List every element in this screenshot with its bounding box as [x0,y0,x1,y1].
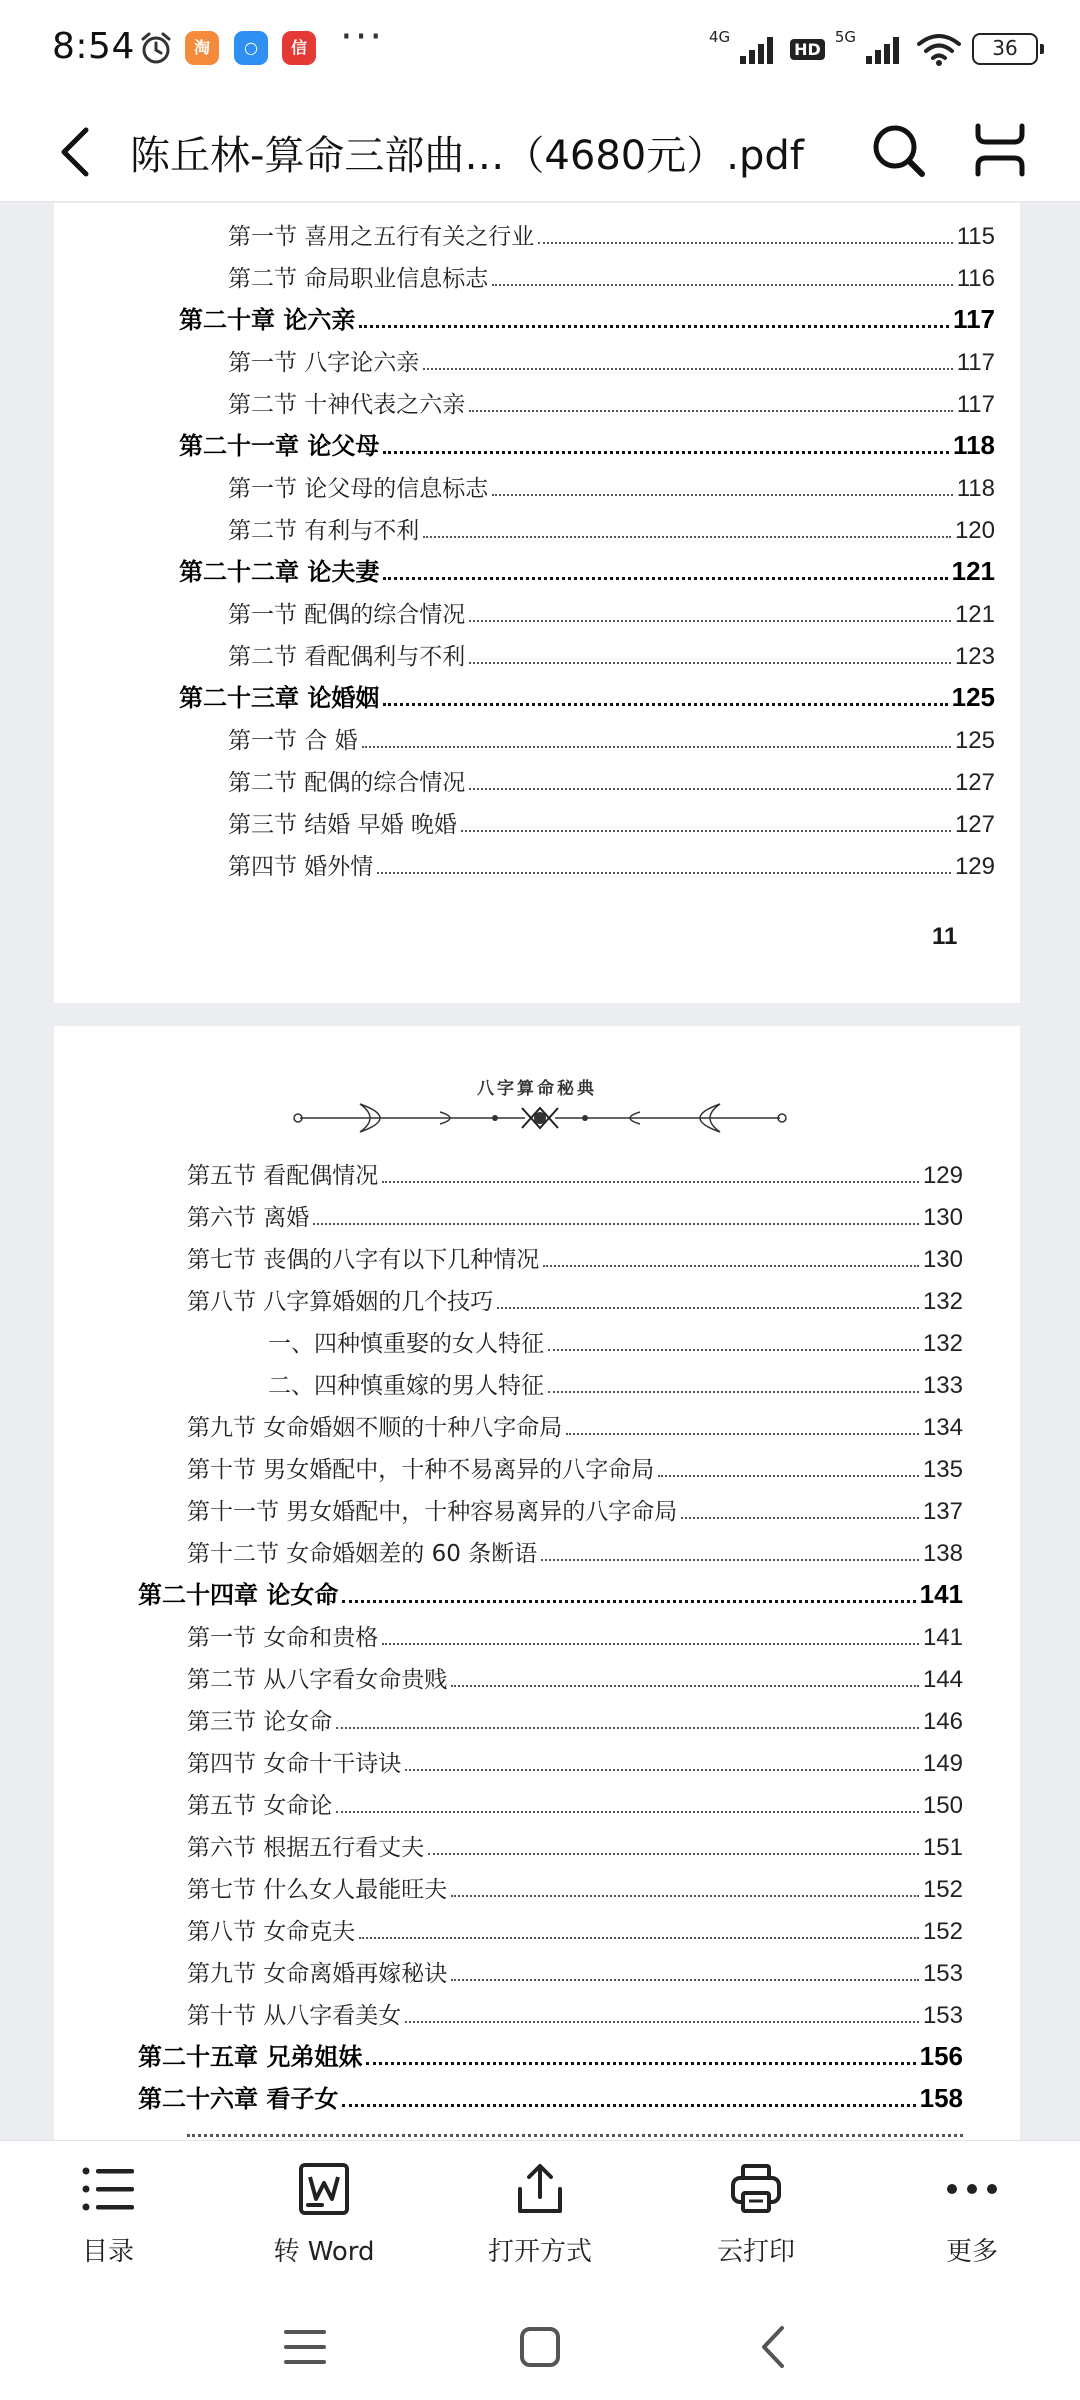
toc-entry[interactable]: 第八节 八字算婚姻的几个技巧 132 [187,1288,963,1315]
hd-voice-badge: HD [790,39,825,60]
more-dots-icon [944,2161,1000,2217]
toc-entry[interactable]: 第二节 十神代表之六亲 117 [228,391,995,418]
toc-entry[interactable]: 一、四种慎重娶的女人特征 132 [268,1330,963,1357]
toc-entry[interactable]: 第六节 离婚 130 [187,1204,963,1231]
battery-indicator: 36 [972,33,1038,65]
signal-strength-icon [740,34,780,64]
toc-entry[interactable]: 第九节 女命离婚再嫁秘诀 153 [187,1960,963,1987]
search-icon[interactable] [868,120,928,180]
status-right-cluster [709,26,1038,72]
shopping-app-notification-icon: 淘 [185,31,219,65]
clipped-toc-row [187,2126,963,2138]
toc-chapter[interactable]: 第二十章 论六亲 117 [179,304,995,334]
more-notifications-icon: ··· [340,14,385,60]
network-4g-label: 4G [708,28,731,46]
toc-entry[interactable]: 第一节 女命和贵格 141 [187,1624,963,1651]
toc-chapter[interactable]: 第二十五章 兄弟姐妹 156 [138,2041,963,2071]
status-time: 8:54 [52,26,135,67]
share-icon [512,2161,568,2217]
alarm-clock-icon [138,30,174,66]
toc-entry[interactable]: 第二节 命局职业信息标志 116 [228,265,995,292]
toc-entry[interactable]: 第四节 婚外情 129 [228,853,995,880]
news-app-notification-icon: 信 [282,31,316,65]
toc-entry[interactable]: 第二节 从八字看女命贵贱 144 [187,1666,963,1693]
toc-chapter[interactable]: 第二十二章 论夫妻 121 [179,556,995,586]
toc-entry[interactable]: 第九节 女命婚姻不顺的十种八字命局 134 [187,1414,963,1441]
chat-app-notification-icon: ○ [234,31,268,65]
recent-apps-icon[interactable] [278,2322,332,2372]
more-button[interactable]: 更多 [892,2161,1052,2281]
toc-entry[interactable]: 第十二节 女命婚姻差的 60 条断语 138 [187,1540,963,1567]
pdf-page [54,1026,1020,2140]
toc-entry[interactable]: 二、四种慎重嫁的男人特征 133 [268,1372,963,1399]
toc-entry[interactable]: 第一节 论父母的信息标志 118 [228,475,995,502]
toc-entry[interactable]: 第十节 男女婚配中，十种不易离异的八字命局 135 [187,1456,963,1483]
toc-entry[interactable]: 第七节 什么女人最能旺夫 152 [187,1876,963,1903]
toc-button[interactable]: 目录 [28,2161,188,2281]
toc-chapter[interactable]: 第二十一章 论父母 118 [179,430,995,460]
toc-entry[interactable]: 第三节 结婚 早婚 晚婚 127 [228,811,995,838]
printer-icon [728,2161,784,2217]
convert-to-word-button[interactable]: 转 Word [244,2161,404,2281]
toc-entry[interactable]: 第一节 喜用之五行有关之行业 115 [228,223,995,250]
network-5g-label: 5G [834,28,856,46]
toc-entry[interactable]: 第一节 配偶的综合情况 121 [228,601,995,628]
decorative-ornament-icon [290,1094,790,1142]
toc-entry[interactable]: 第五节 女命论 150 [187,1792,963,1819]
word-document-icon [296,2161,352,2217]
running-head: 八字算命秘典 [477,1079,597,1099]
status-bar [0,0,1080,100]
list-icon [80,2161,136,2217]
toc-entry[interactable]: 第二节 看配偶利与不利 123 [228,643,995,670]
reading-mode-icon[interactable] [970,120,1030,180]
toc-entry[interactable]: 第二节 配偶的综合情况 127 [228,769,995,796]
toc-entry[interactable]: 第十节 从八字看美女 153 [187,2002,963,2029]
toc-entry[interactable]: 第八节 女命克夫 152 [187,1918,963,1945]
toc-entry[interactable]: 第七节 丧偶的八字有以下几种情况 130 [187,1246,963,1273]
back-nav-icon[interactable] [748,2322,802,2372]
toc-entry[interactable]: 第四节 女命十干诗诀 149 [187,1750,963,1777]
toc-entry[interactable]: 第一节 合 婚 125 [228,727,995,754]
toc-entry[interactable]: 第二节 有利与不利 120 [228,517,995,544]
cloud-print-button[interactable]: 云打印 [676,2161,836,2281]
toc-chapter[interactable]: 第二十四章 论女命 141 [138,1579,963,1609]
pdf-viewport[interactable] [0,203,1080,2140]
toc-entry[interactable]: 第十一节 男女婚配中，十种容易离异的八字命局 137 [187,1498,963,1525]
signal-strength-icon [866,34,906,64]
toc-chapter[interactable]: 第二十三章 论婚姻 125 [179,682,995,712]
open-with-button[interactable]: 打开方式 [460,2161,620,2281]
toc-entry[interactable]: 第三节 论女命 146 [187,1708,963,1735]
bottom-toolbar [0,2140,1080,2294]
home-icon[interactable] [513,2322,567,2372]
page-number: 11 [932,923,958,950]
document-title: 陈丘林-算命三部曲…（4680元）.pdf [130,133,804,179]
back-arrow-icon[interactable] [50,122,106,182]
title-bar [0,100,1080,202]
wifi-icon [916,32,962,66]
pdf-page [54,203,1020,1003]
system-navigation-bar [0,2294,1080,2400]
toc-chapter[interactable]: 第二十六章 看子女 158 [138,2083,963,2113]
toc-entry[interactable]: 第六节 根据五行看丈夫 151 [187,1834,963,1861]
toc-entry[interactable]: 第五节 看配偶情况 129 [187,1162,963,1189]
toc-entry[interactable]: 第一节 八字论六亲 117 [228,349,995,376]
